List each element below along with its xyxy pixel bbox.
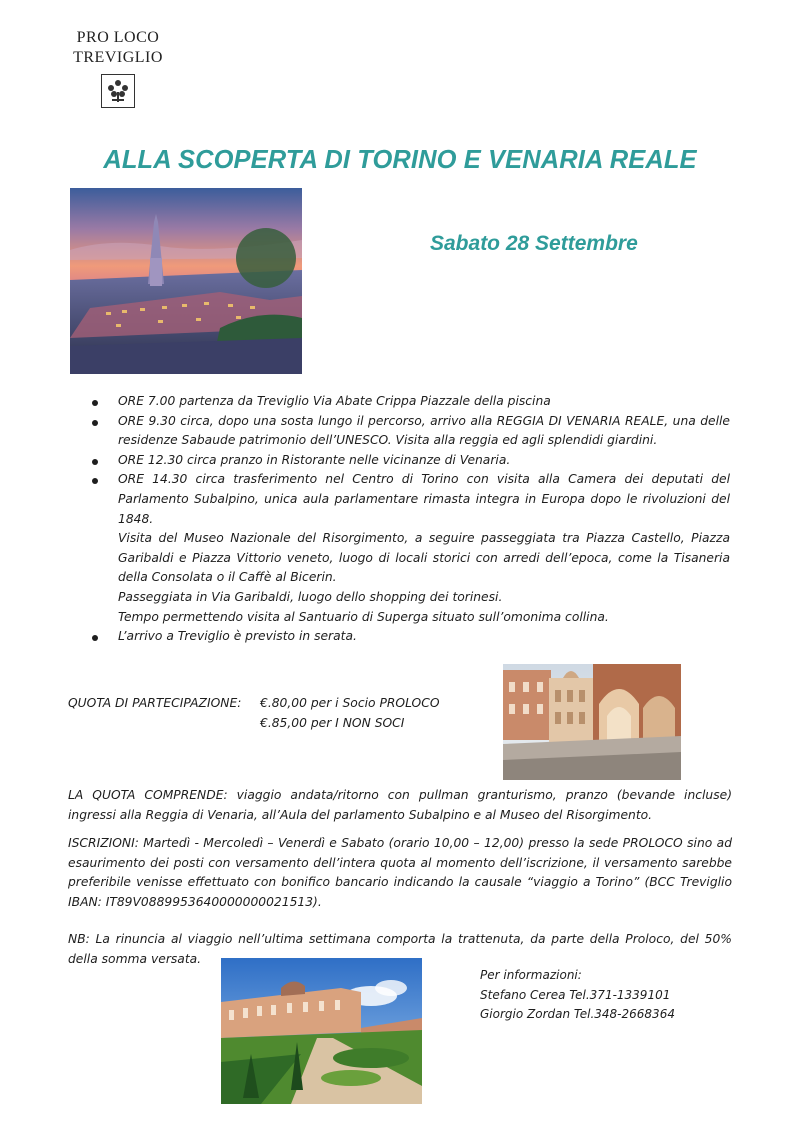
fee-values xyxy=(260,694,440,733)
schedule-item-detail: Visita del Museo Nazionale del Risorgimento, a seguire passeggiata tra Piazza Castello, Piazza Garibaldi e Piazza Vittorio veneto, luogo di locali storici con arredi dell’epoca, come la Tisaneria della Consolata o il Caffè al Bicerin. xyxy=(118,531,730,585)
schedule-item-text: ORE 14.30 circa trasferimento nel Centro di Torino con visita alla Camera dei deputati del Parlamento Subalpino, unica aula parlamentare rimasta integra in Europa dopo le rivoluzioni del 1848. xyxy=(118,472,730,526)
bullet-icon xyxy=(92,420,98,426)
bullet-icon xyxy=(92,478,98,484)
schedule-item xyxy=(118,392,730,412)
logo-line-2: TREVIGLIO xyxy=(73,49,163,66)
fee-label: QUOTA DI PARTECIPAZIONE: xyxy=(68,696,242,710)
schedule-item-text: ORE 12.30 circa pranzo in Ristorante nelle vicinanze di Venaria. xyxy=(118,452,511,467)
schedule-item xyxy=(118,451,730,471)
bullet-icon xyxy=(92,635,98,641)
bullet-icon xyxy=(92,459,98,465)
venaria-gardens-photo xyxy=(221,958,422,1104)
fee-includes: LA QUOTA COMPRENDE: viaggio andata/ritorno con pullman granturismo, pranzo (bevande incluse) ingressi alla Reggia di Venaria, all’Aula del parlamento Subalpino e al Museo del Risorgimento. xyxy=(68,788,732,822)
coat-of-arms-icon xyxy=(101,74,135,108)
schedule-item xyxy=(118,412,730,451)
contact-person: Giorgio Zordan Tel.348-2668364 xyxy=(480,1007,675,1021)
schedule-list xyxy=(118,392,730,647)
schedule-item-text: ORE 9.30 circa, dopo una sosta lungo il percorso, arrivo alla REGGIA DI VENARIA REALE, una delle residenze Sabaude patrimonio dell’UNESCO. Visita alla reggia ed agli splendidi giardini. xyxy=(118,413,730,448)
schedule-item-text: ORE 7.00 partenza da Treviglio Via Abate Crippa Piazzale della piscina xyxy=(118,394,551,408)
logo-line-1: PRO LOCO xyxy=(76,29,160,46)
fee-non-members: €.85,00 per I NON SOCI xyxy=(260,715,405,730)
event-date: Sabato 28 Settembre xyxy=(430,232,638,255)
page-title: ALLA SCOPERTA DI TORINO E VENARIA REALE xyxy=(103,146,697,174)
enrollment-info: ISCRIZIONI: Martedì - Mercoledì – Venerdì e Sabato (orario 10,00 – 12,00) presso la sede PROLOCO sino ad esaurimento dei posti con versamento dell’intera quota al momento dell’iscrizione, il versamento sarebbe preferibile venisse effettuato con bonifico bancario indicando la causale “viaggio a Torino” (BCC Treviglio IBAN: IT89V0889953640000000021513). xyxy=(68,836,732,909)
turin-arcade-photo xyxy=(503,664,681,780)
bullet-icon xyxy=(92,400,98,406)
schedule-item-text: L’arrivo a Treviglio è previsto in serata. xyxy=(118,629,357,644)
contact-heading: Per informazioni: xyxy=(480,968,582,982)
contact-info xyxy=(480,966,675,1025)
schedule-item-detail: Tempo permettendo visita al Santuario di Superga situato sull’omonima collina. xyxy=(118,609,609,624)
schedule-item-detail: Passeggiata in Via Garibaldi, luogo dello shopping dei torinesi. xyxy=(118,589,503,604)
schedule-item xyxy=(118,627,730,647)
cancellation-note: NB: La rinuncia al viaggio nell’ultima settimana comporta la trattenuta, da parte della Proloco, del 50% della somma versata. xyxy=(68,932,732,966)
fee-members: €.80,00 per i Socio PROLOCO xyxy=(260,696,440,710)
contact-person: Stefano Cerea Tel.371-1339101 xyxy=(480,987,671,1002)
schedule-item xyxy=(118,470,730,627)
pro-loco-logo xyxy=(68,28,168,108)
turin-skyline-photo xyxy=(70,188,302,374)
